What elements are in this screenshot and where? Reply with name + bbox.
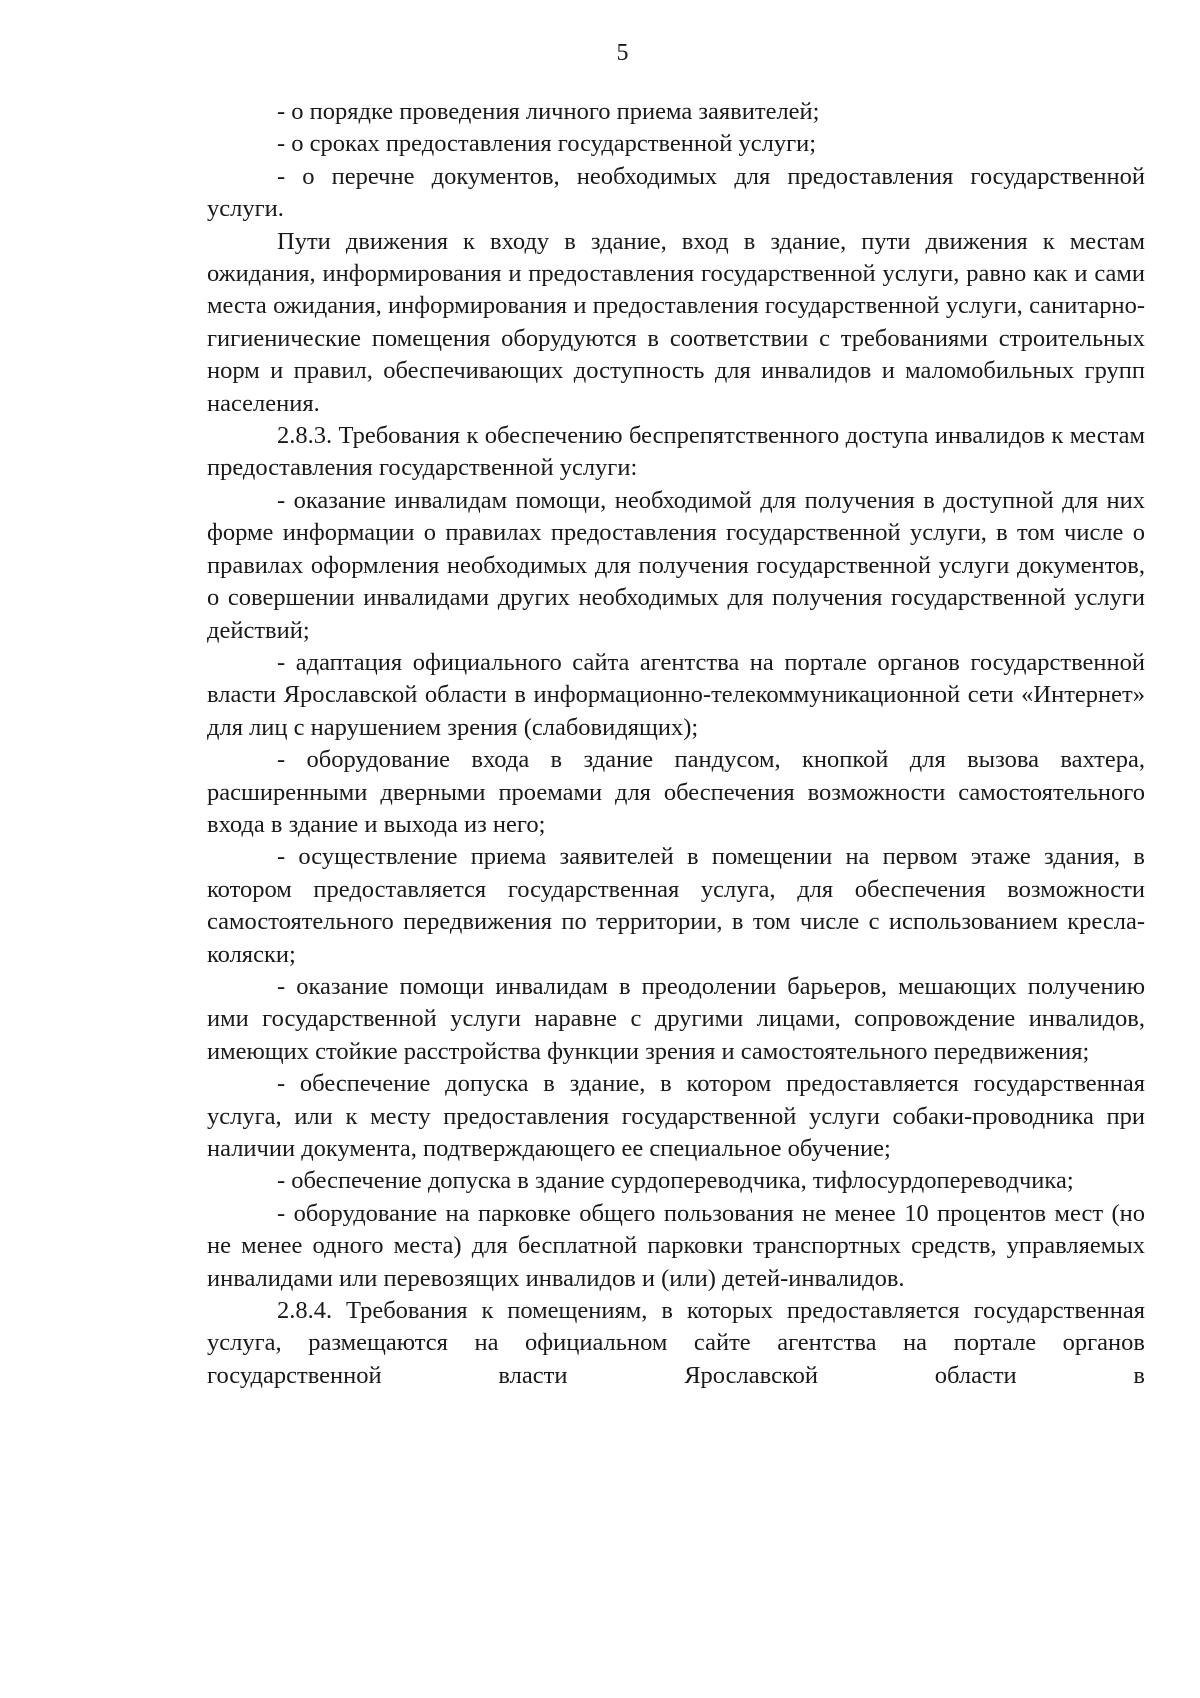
paragraph-assistance-information: - оказание инвалидам помощи, необходимой для получения в доступной для них форме информации о правилах предоставления государственной услуги, в том числе о правилах оформления необходимых для получения государственной услуги документов, о совершении инвалидами других необходимых для получения государственной услуги действий; (207, 486, 1145, 644)
paragraph-2-8-4-requirements: 2.8.4. Требования к помещениям, в которых предоставляется государственная услуга, размещаются на официальном сайте агентства на портале органов государственной власти Ярославской области в (207, 1297, 1145, 1389)
document-body (207, 96, 1145, 1392)
paragraph-website-adaptation: - адаптация официального сайта агентства на портале органов государственной власти Ярославской области в информационно-телекоммуникационной сети «Интернет» для лиц с нарушением зрения (слабовидящих); (207, 648, 1145, 741)
paragraph-building-access: Пути движения к входу в здание, вход в здание, пути движения к местам ожидания, информирования и предоставления государственной услуги, равно как и сами места ожидания, информирования и предоставления государственной услуги, санитарно-гигиенические помещения оборудуются в соответствии с требованиями строительных норм и правил, обеспечивающих доступность для инвалидов и маломобильных групп населения. (207, 227, 1145, 417)
paragraph-barrier-assistance: - оказание помощи инвалидам в преодолении барьеров, мешающих получению ими государственной услуги наравне с другими лицами, сопровождение инвалидов, имеющих стойкие расстройства функции зрения и самостоятельного передвижения; (207, 972, 1145, 1065)
paragraph-entrance-equipment: - оборудование входа в здание пандусом, кнопкой для вызова вахтера, расширенными дверными проемами для обеспечения возможности самостоятельного входа в здание и выхода из него; (207, 746, 1145, 838)
paragraph-parking-spaces: - оборудование на парковке общего пользования не менее 10 процентов мест (но не менее одного места) для бесплатной парковки транспортных средств, управляемых инвалидами или перевозящих инвалидов и (или) детей-инвалидов. (207, 1199, 1145, 1292)
paragraph-guide-dog-access: - обеспечение допуска в здание, в котором предоставляется государственная услуга, или к месту предоставления государственной услуги собаки-проводника при наличии документа, подтверждающего ее специальное обучение; (207, 1070, 1145, 1162)
paragraph-documents-list: - о перечне документов, необходимых для предоставления государственной услуги. (207, 162, 1145, 223)
paragraph-personal-reception: - о порядке проведения личного приема заявителей; (277, 98, 820, 125)
paragraph-2-8-3-heading: 2.8.3. Требования к обеспечению беспрепятственного доступа инвалидов к местам предоставления государственной услуги: (207, 422, 1145, 482)
page-number: 5 (616, 40, 629, 66)
paragraph-service-terms: - о сроках предоставления государственной услуги; (277, 130, 817, 158)
paragraph-interpreter-access: - обеспечение допуска в здание сурдопереводчика, тифлосурдопереводчика; (277, 1167, 1074, 1195)
paragraph-ground-floor-reception: - осуществление приема заявителей в помещении на первом этаже здания, в котором предоставляется государственная услуга, для обеспечения возможности самостоятельного передвижения по территории, в том числе с использованием кресла-коляски; (207, 843, 1145, 968)
